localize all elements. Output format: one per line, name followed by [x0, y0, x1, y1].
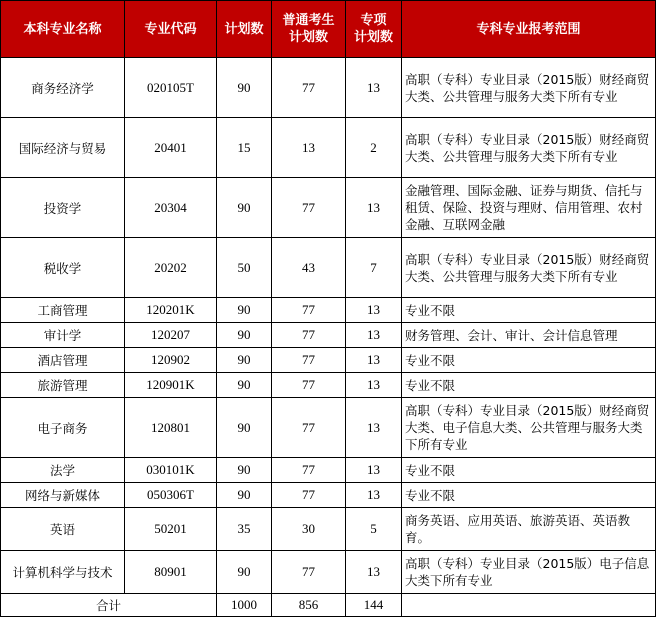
table-row	[1, 483, 656, 508]
general-count: 77	[272, 551, 346, 594]
table-row	[1, 551, 656, 594]
major-name: 网络与新媒体	[1, 483, 125, 508]
general-count: 77	[272, 483, 346, 508]
header-row	[1, 1, 656, 58]
plan-count: 90	[217, 58, 272, 118]
general-count: 13	[272, 118, 346, 178]
general-count: 77	[272, 398, 346, 458]
major-name: 旅游管理	[1, 373, 125, 398]
major-code: 120902	[125, 348, 217, 373]
plan-count: 90	[217, 323, 272, 348]
scope-text: 高职（专科）专业目录（2015版）财经商贸大类、公共管理与服务大类下所有专业	[402, 58, 656, 118]
header-general-plan	[272, 1, 346, 58]
major-name: 酒店管理	[1, 348, 125, 373]
header-major-name: 本科专业名称	[1, 1, 125, 58]
general-count: 30	[272, 508, 346, 551]
table-row	[1, 58, 656, 118]
plan-count: 90	[217, 373, 272, 398]
special-count: 7	[346, 238, 402, 298]
table-row	[1, 458, 656, 483]
total-scope	[402, 594, 656, 617]
special-count: 13	[346, 373, 402, 398]
major-code: 120201K	[125, 298, 217, 323]
general-count: 77	[272, 298, 346, 323]
plan-count: 90	[217, 348, 272, 373]
major-code: 050306T	[125, 483, 217, 508]
special-count: 13	[346, 58, 402, 118]
special-count: 2	[346, 118, 402, 178]
general-count: 77	[272, 348, 346, 373]
special-count: 13	[346, 323, 402, 348]
scope-text: 高职（专科）专业目录（2015版）电子信息大类下所有专业	[402, 551, 656, 594]
header-special-line2: 计划数	[353, 30, 393, 45]
major-code: 020105T	[125, 58, 217, 118]
scope-text: 金融管理、国际金融、证券与期货、信托与租赁、保险、投资与理财、信用管理、农村金融、互联网金融	[402, 178, 656, 238]
total-plan: 1000	[217, 594, 272, 617]
special-count: 13	[346, 398, 402, 458]
plan-count: 15	[217, 118, 272, 178]
special-count: 13	[346, 178, 402, 238]
table-row	[1, 348, 656, 373]
header-general-line1: 普通考生	[282, 13, 335, 28]
table-row	[1, 398, 656, 458]
table-row	[1, 373, 656, 398]
general-count: 43	[272, 238, 346, 298]
table-row	[1, 298, 656, 323]
special-count: 13	[346, 348, 402, 373]
major-code: 20401	[125, 118, 217, 178]
major-name: 税收学	[1, 238, 125, 298]
header-major-code: 专业代码	[125, 1, 217, 58]
table-row	[1, 508, 656, 551]
total-row	[1, 594, 656, 617]
major-name: 电子商务	[1, 398, 125, 458]
scope-text: 专业不限	[402, 483, 656, 508]
scope-text: 商务英语、应用英语、旅游英语、英语教育。	[402, 508, 656, 551]
plan-count: 90	[217, 398, 272, 458]
major-name: 投资学	[1, 178, 125, 238]
scope-text: 财务管理、会计、审计、会计信息管理	[402, 323, 656, 348]
table-row	[1, 238, 656, 298]
general-count: 77	[272, 178, 346, 238]
general-count: 77	[272, 373, 346, 398]
scope-text: 专业不限	[402, 298, 656, 323]
plan-count: 90	[217, 298, 272, 323]
special-count: 5	[346, 508, 402, 551]
scope-text: 高职（专科）专业目录（2015版）财经商贸大类、公共管理与服务大类下所有专业	[402, 238, 656, 298]
major-code: 80901	[125, 551, 217, 594]
table-row	[1, 118, 656, 178]
total-general: 856	[272, 594, 346, 617]
header-special-plan	[346, 1, 402, 58]
major-code: 50201	[125, 508, 217, 551]
major-code: 120901K	[125, 373, 217, 398]
special-count: 13	[346, 551, 402, 594]
major-code: 030101K	[125, 458, 217, 483]
major-name: 英语	[1, 508, 125, 551]
header-scope: 专科专业报考范围	[402, 1, 656, 58]
table-row	[1, 323, 656, 348]
scope-text: 专业不限	[402, 348, 656, 373]
plan-count: 90	[217, 551, 272, 594]
scope-text: 高职（专科）专业目录（2015版）财经商贸大类、公共管理与服务大类下所有专业	[402, 118, 656, 178]
scope-text: 专业不限	[402, 458, 656, 483]
major-name: 审计学	[1, 323, 125, 348]
general-count: 77	[272, 323, 346, 348]
special-count: 13	[346, 298, 402, 323]
plan-count: 90	[217, 483, 272, 508]
scope-text: 高职（专科）专业目录（2015版）财经商贸大类、电子信息大类、公共管理与服务大类下所有专业	[402, 398, 656, 458]
header-special-line1: 专项	[360, 13, 387, 28]
special-count: 13	[346, 458, 402, 483]
header-plan-count: 计划数	[217, 1, 272, 58]
major-code: 20304	[125, 178, 217, 238]
total-special: 144	[346, 594, 402, 617]
plan-count: 90	[217, 178, 272, 238]
major-name: 计算机科学与技术	[1, 551, 125, 594]
major-name: 工商管理	[1, 298, 125, 323]
special-count: 13	[346, 483, 402, 508]
table-row	[1, 178, 656, 238]
plan-count: 35	[217, 508, 272, 551]
plan-count: 50	[217, 238, 272, 298]
plan-count: 90	[217, 458, 272, 483]
major-code: 120207	[125, 323, 217, 348]
major-code: 120801	[125, 398, 217, 458]
general-count: 77	[272, 58, 346, 118]
major-name: 商务经济学	[1, 58, 125, 118]
major-code: 20202	[125, 238, 217, 298]
major-name: 国际经济与贸易	[1, 118, 125, 178]
total-label: 合计	[1, 594, 217, 617]
scope-text: 专业不限	[402, 373, 656, 398]
major-name: 法学	[1, 458, 125, 483]
general-count: 77	[272, 458, 346, 483]
header-general-line2: 计划数	[288, 30, 328, 45]
